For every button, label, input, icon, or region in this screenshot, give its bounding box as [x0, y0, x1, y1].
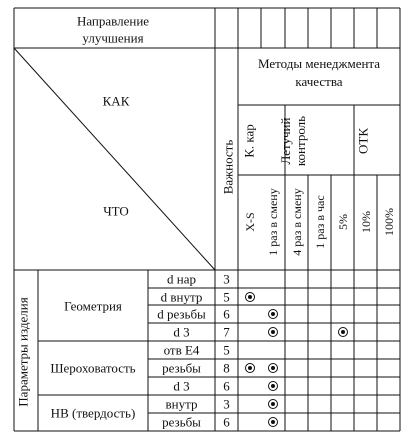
- param-name: резьбы: [162, 360, 201, 376]
- importance-value: 5: [223, 342, 230, 358]
- relation-mark-icon: [338, 327, 348, 337]
- importance-value: 5: [223, 289, 230, 304]
- relation-mark-icon: [268, 381, 278, 391]
- importance-value: 8: [223, 360, 230, 376]
- sub-header: 4 раз в смену: [289, 188, 304, 256]
- sub-header: 100%: [381, 208, 396, 236]
- how-label: КАК: [102, 93, 130, 109]
- param-name: отв Е4: [163, 342, 200, 358]
- relation-mark-icon: [268, 417, 278, 427]
- relation-mark-icon: [268, 399, 278, 409]
- param-name: d 3: [173, 324, 190, 340]
- importance-value: 7: [223, 324, 230, 340]
- methods-header: Методы менеджмента качества: [257, 56, 381, 89]
- sub-header: X-S: [242, 212, 257, 232]
- param-name: d резьбы: [157, 306, 206, 322]
- what-label: ЧТО: [103, 203, 129, 219]
- group-name: НВ (твердость): [50, 405, 136, 421]
- sub-header: 1 раз в час: [312, 195, 327, 249]
- relation-mark-icon: [268, 363, 278, 373]
- importance-value: 6: [223, 414, 230, 430]
- param-name: внутр: [165, 396, 198, 412]
- param-name: d нар: [167, 271, 196, 287]
- importance-value: 3: [223, 271, 230, 287]
- param-name: d внутр: [160, 289, 203, 304]
- relation-mark-icon: [268, 309, 278, 319]
- direction-label-line1: Направление: [76, 13, 150, 29]
- relation-mark-icon: [245, 292, 255, 302]
- relation-mark-icon: [245, 363, 255, 373]
- otk-header: ОТК: [355, 128, 371, 154]
- sub-header: 1 раз в смену: [266, 188, 280, 256]
- direction-label: улучшения: [82, 30, 144, 46]
- params-side-title: Параметры изделия: [15, 297, 31, 407]
- importance-header: Важность: [220, 139, 236, 195]
- param-name: d 3: [173, 378, 190, 394]
- relation-mark-icon: [268, 327, 278, 337]
- param-name: резьбы: [162, 414, 201, 430]
- sub-header: 10%: [358, 211, 373, 233]
- group-name: Шероховатость: [50, 360, 136, 376]
- sub-header: 5%: [335, 214, 350, 230]
- importance-value: 3: [223, 396, 230, 412]
- importance-value: 6: [223, 306, 230, 322]
- group-name: Геометрия: [64, 298, 122, 313]
- kkar-header: К. кар: [241, 124, 257, 158]
- diagonal-line: [14, 48, 215, 270]
- importance-value: 6: [223, 378, 230, 394]
- letuchiy-header: Летучий контроль: [278, 115, 308, 167]
